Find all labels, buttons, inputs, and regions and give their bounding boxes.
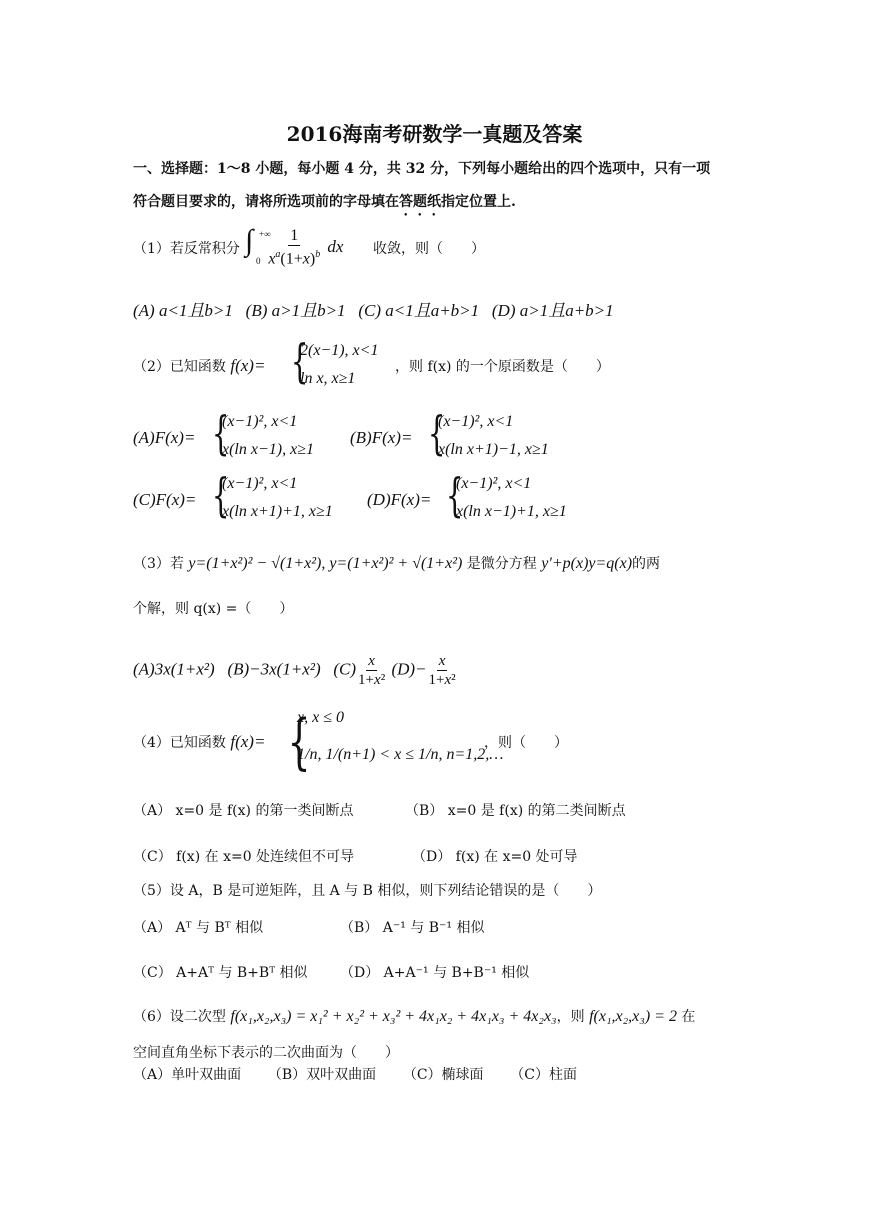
q6-option-b: （B）双叶双曲面 bbox=[267, 1067, 377, 1083]
q4-option-a: （A） x=0 是 f(x) 的第一类间断点 bbox=[133, 803, 354, 819]
q4-case1: x, x ≤ 0 bbox=[297, 709, 344, 726]
q2-option-d-case1: (x−1)², x<1 bbox=[456, 475, 532, 492]
q4-case2: 1/n, 1/(n+1) < x ≤ 1/n, n=1,2,… bbox=[297, 746, 504, 763]
q1-option-b: (B) a>1且b>1 bbox=[245, 301, 346, 320]
q4-stem: （4）已知函数 f(x)= bbox=[133, 732, 266, 751]
q2-option-c-brace: { bbox=[211, 468, 230, 522]
q6-quadratic-form: f(x₁,x₂,x₃) = x₁² + x₂² + x₃² + 4x₁x₂ + 4x₁x₃ + 4x₂x₃ bbox=[230, 1008, 557, 1025]
q2-option-a-case1: (x−1)², x<1 bbox=[222, 413, 298, 430]
q2-option-a-brace: { bbox=[211, 406, 230, 460]
q6-condition: f(x₁,x₂,x₃) = 2 bbox=[589, 1008, 677, 1025]
q6-option-d: （C）柱面 bbox=[510, 1067, 577, 1083]
q2-option-d-label: (D)F(x)= bbox=[367, 490, 432, 509]
section-heading: 一、选择题：1～8 小题，每小题 4 分，共 32 分，下列每小题给出的四个选项中，只有一项 bbox=[133, 161, 711, 177]
q5-option-a: （A） Aᵀ 与 Bᵀ 相似 bbox=[133, 920, 264, 936]
q2-case2: ln x, x≥1 bbox=[300, 370, 356, 387]
q3-options: (A)3x(1+x²) (B)−3x(1+x²) (C) $\frac{x}{\text{1+x²}}$ (D)− $\frac{x}{\text{1+x²}}$ bbox=[133, 653, 456, 688]
q3-stem: （3）若 y=(1+x²)² − √(1+x²), y=(1+x²)² + √(1+x²) 是微分方程 y′+p(x)y=q(x)的两 bbox=[133, 555, 661, 572]
q1-option-d: (D) a>1且a+b>1 bbox=[491, 301, 614, 320]
q2-option-b-brace: { bbox=[427, 406, 446, 460]
q2-option-b-case2: x(ln x+1)−1, x≥1 bbox=[438, 441, 549, 458]
q6-option-c: （C）椭球面 bbox=[402, 1067, 484, 1083]
q2-option-b-label: (B)F(x)= bbox=[350, 428, 413, 447]
q2-option-d-case2: x(ln x−1)+1, x≥1 bbox=[456, 503, 567, 520]
q4-option-d: （D） f(x) 在 x=0 处可导 bbox=[412, 849, 578, 865]
q3-option-c: (C) bbox=[333, 659, 357, 679]
q3-option-a: (A)3x(1+x²) bbox=[133, 659, 215, 679]
q1-stem: （1）若反常积分 bbox=[133, 241, 240, 257]
section-heading-line2: 符合题目要求的，请将所选项前的字母填在答题纸指定位置上. bbox=[133, 194, 516, 210]
q6-stem: （6）设二次型 f(x₁,x₂,x₃) = x₁² + x₂² + x₃² + 4x₁x₂ + 4x₁x₃ + 4x₂x₃，则 f(x₁,x₂,x₃) = 2 在 bbox=[133, 1008, 696, 1025]
q1-integral: ∫ +∞ 0 $\frac{1}{x^a(1+x)^b}$ dx bbox=[245, 224, 344, 268]
q2-piecewise: { bbox=[290, 334, 309, 388]
q4-stem-end: ，则（ ） bbox=[484, 735, 568, 751]
q1-option-c: (C) a<1且a+b>1 bbox=[358, 301, 480, 320]
q4-brace: { bbox=[287, 707, 311, 777]
q5-option-c: （C） A+Aᵀ 与 B+Bᵀ 相似 bbox=[133, 965, 308, 981]
q3-ode: y′+p(x)y=q(x) bbox=[541, 555, 633, 572]
q2-option-a-label: (A)F(x)= bbox=[133, 428, 196, 447]
q1-stem-end: 收敛，则（ ） bbox=[373, 241, 485, 257]
document-title: 2016海南考研数学一真题及答案 bbox=[286, 122, 583, 146]
q2-stem: （2）已知函数 f(x)= bbox=[133, 356, 266, 375]
q2-option-c-label: (C)F(x)= bbox=[133, 490, 197, 509]
q2-option-c-case2: x(ln x+1)+1, x≥1 bbox=[222, 503, 333, 520]
q5-option-d: （D） A+A⁻¹ 与 B+B⁻¹ 相似 bbox=[340, 965, 530, 981]
q5-option-b: （B） A⁻¹ 与 B⁻¹ 相似 bbox=[340, 920, 485, 936]
q6-option-a: （A）单叶双曲面 bbox=[133, 1067, 242, 1083]
q2-option-d-brace: { bbox=[445, 468, 464, 522]
q6-options bbox=[133, 1064, 577, 1084]
q2-case1: 2(x−1), x<1 bbox=[300, 342, 379, 359]
q3-solutions: y=(1+x²)² − √(1+x²), y=(1+x²)² + √(1+x²) bbox=[188, 555, 463, 572]
q2-option-c-case1: (x−1)², x<1 bbox=[222, 475, 298, 492]
q3-option-d: (D)− bbox=[391, 659, 427, 679]
q5-stem: （5）设 A，B 是可逆矩阵，且 A 与 B 相似，则下列结论错误的是（ ） bbox=[133, 883, 602, 899]
q3-option-b: (B)−3x(1+x²) bbox=[227, 659, 321, 679]
q4-option-c: （C） f(x) 在 x=0 处连续但不可导 bbox=[133, 849, 355, 865]
q3-stem-line2: 个解，则 q(x) =（ ） bbox=[133, 601, 294, 617]
q4-option-b: （B） x=0 是 f(x) 的第二类间断点 bbox=[405, 803, 626, 819]
q2-stem-end: ，则 f(x) 的一个原函数是（ ） bbox=[395, 359, 610, 375]
q6-stem-line2: 空间直角坐标下表示的二次曲面为（ ） bbox=[133, 1045, 399, 1061]
q1-option-a: (A) a<1且b>1 bbox=[133, 301, 233, 320]
q2-option-b-case1: (x−1)², x<1 bbox=[438, 413, 514, 430]
q2-option-a-case2: x(ln x−1), x≥1 bbox=[222, 441, 314, 458]
q1-options bbox=[133, 296, 614, 321]
